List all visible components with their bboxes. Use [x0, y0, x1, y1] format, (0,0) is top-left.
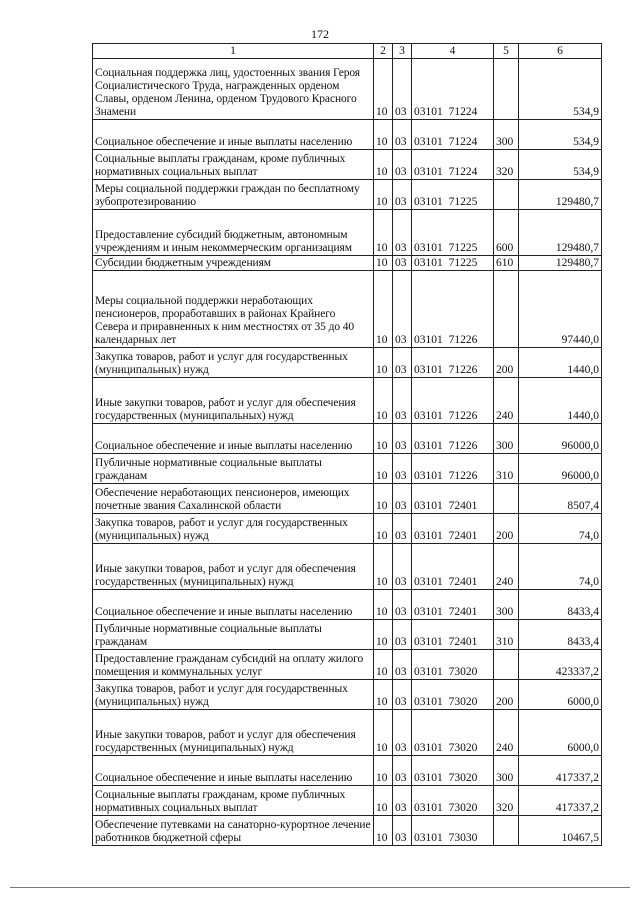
row-subsection: 03: [393, 756, 412, 786]
row-target-article: 03101 73020: [412, 786, 494, 816]
row-amount: 74,0: [519, 544, 602, 590]
row-amount: 423337,2: [519, 650, 602, 680]
row-target-article: 03101 71225: [412, 180, 494, 210]
row-amount: 417337,2: [519, 786, 602, 816]
row-expense-type: 240: [494, 710, 519, 756]
row-subsection: 03: [393, 514, 412, 544]
column-header: 1: [93, 44, 374, 59]
row-target-article: 03101 73030: [412, 816, 494, 846]
row-expense-type: [494, 180, 519, 210]
row-expense-type: [494, 59, 519, 120]
row-amount: 10467,5: [519, 816, 602, 846]
row-subsection: 03: [393, 710, 412, 756]
row-description: Социальные выплаты гражданам, кроме публичных нормативных социальных выплат: [93, 786, 374, 816]
column-header: 2: [374, 44, 393, 59]
row-expense-type: 320: [494, 786, 519, 816]
row-expense-type: 200: [494, 514, 519, 544]
row-description: Социальное обеспечение и иные выплаты населению: [93, 590, 374, 620]
row-section: 10: [374, 271, 393, 348]
table-row: [93, 180, 602, 210]
row-target-article: 03101 71224: [412, 120, 494, 150]
row-subsection: 03: [393, 348, 412, 378]
row-section: 10: [374, 756, 393, 786]
row-section: 10: [374, 210, 393, 256]
row-description: Предоставление субсидий бюджетным, автономным учреждениям и иным некоммерческим организациям: [93, 210, 374, 256]
table-row: [93, 348, 602, 378]
table-row: [93, 710, 602, 756]
table-row: [93, 756, 602, 786]
row-amount: 96000,0: [519, 424, 602, 454]
row-amount: 129480,7: [519, 210, 602, 256]
row-subsection: 03: [393, 59, 412, 120]
row-description: Иные закупки товаров, работ и услуг для обеспечения государственных (муниципальных) нужд: [93, 544, 374, 590]
row-expense-type: 320: [494, 150, 519, 180]
row-expense-type: 600: [494, 210, 519, 256]
table-row: [93, 514, 602, 544]
row-description: Закупка товаров, работ и услуг для государственных (муниципальных) нужд: [93, 348, 374, 378]
table-row: [93, 120, 602, 150]
row-description: Предоставление гражданам субсидий на оплату жилого помещения и коммунальных услуг: [93, 650, 374, 680]
row-target-article: 03101 71225: [412, 210, 494, 256]
row-subsection: 03: [393, 378, 412, 424]
row-target-article: 03101 71226: [412, 378, 494, 424]
row-amount: 1440,0: [519, 378, 602, 424]
row-description: Социальное обеспечение и иные выплаты населению: [93, 424, 374, 454]
column-header: 5: [494, 44, 519, 59]
row-description: Социальное обеспечение и иные выплаты населению: [93, 756, 374, 786]
row-subsection: 03: [393, 650, 412, 680]
table-header-row: [93, 44, 602, 59]
row-amount: 6000,0: [519, 680, 602, 710]
row-section: 10: [374, 59, 393, 120]
row-target-article: 03101 73020: [412, 680, 494, 710]
row-subsection: 03: [393, 454, 412, 484]
row-subsection: 03: [393, 424, 412, 454]
table-row: [93, 210, 602, 256]
row-subsection: 03: [393, 816, 412, 846]
row-target-article: 03101 71226: [412, 348, 494, 378]
row-amount: 6000,0: [519, 710, 602, 756]
row-expense-type: 300: [494, 590, 519, 620]
row-section: 10: [374, 590, 393, 620]
row-section: 10: [374, 544, 393, 590]
row-target-article: 03101 73020: [412, 650, 494, 680]
row-expense-type: [494, 484, 519, 514]
row-description: Меры социальной поддержки граждан по бесплатному зубопротезированию: [93, 180, 374, 210]
row-expense-type: [494, 816, 519, 846]
row-target-article: 03101 71225: [412, 256, 494, 271]
row-section: 10: [374, 620, 393, 650]
row-section: 10: [374, 348, 393, 378]
row-expense-type: 310: [494, 454, 519, 484]
row-amount: 74,0: [519, 514, 602, 544]
row-description: Публичные нормативные социальные выплаты гражданам: [93, 454, 374, 484]
row-subsection: 03: [393, 271, 412, 348]
page-bottom-rule: [10, 887, 630, 888]
row-subsection: 03: [393, 680, 412, 710]
row-expense-type: [494, 650, 519, 680]
row-expense-type: [494, 271, 519, 348]
budget-table: [92, 43, 602, 846]
row-subsection: 03: [393, 150, 412, 180]
row-subsection: 03: [393, 544, 412, 590]
row-section: 10: [374, 150, 393, 180]
row-section: 10: [374, 650, 393, 680]
row-description: Социальное обеспечение и иные выплаты населению: [93, 120, 374, 150]
row-description: Социальная поддержка лиц, удостоенных звания Героя Социалистического Труда, награжденных орденом Славы, орденом Ленина, орденом Трудового Красного Знамени: [93, 59, 374, 120]
column-header: 4: [412, 44, 494, 59]
row-description: Закупка товаров, работ и услуг для государственных (муниципальных) нужд: [93, 514, 374, 544]
row-subsection: 03: [393, 620, 412, 650]
table-row: [93, 59, 602, 120]
row-description: Закупка товаров, работ и услуг для государственных (муниципальных) нужд: [93, 680, 374, 710]
row-subsection: 03: [393, 786, 412, 816]
table-row: [93, 271, 602, 348]
row-target-article: 03101 71226: [412, 454, 494, 484]
table-row: [93, 650, 602, 680]
row-expense-type: 240: [494, 544, 519, 590]
row-amount: 417337,2: [519, 756, 602, 786]
row-section: 10: [374, 120, 393, 150]
table-row: [93, 256, 602, 271]
column-header: 3: [393, 44, 412, 59]
row-section: 10: [374, 710, 393, 756]
row-target-article: 03101 72401: [412, 620, 494, 650]
row-expense-type: 610: [494, 256, 519, 271]
row-amount: 1440,0: [519, 348, 602, 378]
row-subsection: 03: [393, 256, 412, 271]
row-description: Субсидии бюджетным учреждениям: [93, 256, 374, 271]
table-row: [93, 816, 602, 846]
row-subsection: 03: [393, 590, 412, 620]
row-section: 10: [374, 680, 393, 710]
table-row: [93, 620, 602, 650]
row-subsection: 03: [393, 484, 412, 514]
table-row: [93, 150, 602, 180]
row-expense-type: 200: [494, 348, 519, 378]
row-description: Иные закупки товаров, работ и услуг для обеспечения государственных (муниципальных) нужд: [93, 378, 374, 424]
table-row: [93, 454, 602, 484]
row-amount: 129480,7: [519, 180, 602, 210]
row-expense-type: 300: [494, 120, 519, 150]
row-description: Социальные выплаты гражданам, кроме публичных нормативных социальных выплат: [93, 150, 374, 180]
row-section: 10: [374, 514, 393, 544]
row-expense-type: 200: [494, 680, 519, 710]
row-target-article: 03101 72401: [412, 484, 494, 514]
row-subsection: 03: [393, 120, 412, 150]
row-amount: 534,9: [519, 120, 602, 150]
row-target-article: 03101 71226: [412, 271, 494, 348]
row-section: 10: [374, 816, 393, 846]
row-amount: 96000,0: [519, 454, 602, 484]
page-number: 172: [311, 27, 329, 41]
row-description: Публичные нормативные социальные выплаты гражданам: [93, 620, 374, 650]
row-subsection: 03: [393, 180, 412, 210]
row-target-article: 03101 73020: [412, 756, 494, 786]
row-section: 10: [374, 454, 393, 484]
row-expense-type: 300: [494, 424, 519, 454]
row-target-article: 03101 71224: [412, 150, 494, 180]
row-amount: 8433,4: [519, 590, 602, 620]
row-amount: 8433,4: [519, 620, 602, 650]
row-amount: 129480,7: [519, 256, 602, 271]
row-description: Меры социальной поддержки неработающих пенсионеров, проработавших в районах Крайнего Севера и приравненных к ним местностях от 35 до 40 календарных лет: [93, 271, 374, 348]
row-section: 10: [374, 256, 393, 271]
row-subsection: 03: [393, 210, 412, 256]
row-section: 10: [374, 424, 393, 454]
row-section: 10: [374, 180, 393, 210]
table-row: [93, 484, 602, 514]
table-row: [93, 424, 602, 454]
table-row: [93, 590, 602, 620]
row-target-article: 03101 71224: [412, 59, 494, 120]
row-target-article: 03101 73020: [412, 710, 494, 756]
row-section: 10: [374, 786, 393, 816]
column-header: 6: [519, 44, 602, 59]
table-row: [93, 378, 602, 424]
table-row: [93, 786, 602, 816]
table-row: [93, 680, 602, 710]
table-row: [93, 544, 602, 590]
row-amount: 534,9: [519, 150, 602, 180]
row-amount: 97440,0: [519, 271, 602, 348]
row-expense-type: 240: [494, 378, 519, 424]
row-description: Обеспечение путевками на санаторно-курортное лечение работников бюджетной сферы: [93, 816, 374, 846]
row-description: Иные закупки товаров, работ и услуг для обеспечения государственных (муниципальных) нужд: [93, 710, 374, 756]
row-target-article: 03101 72401: [412, 544, 494, 590]
row-expense-type: 300: [494, 756, 519, 786]
row-expense-type: 310: [494, 620, 519, 650]
row-amount: 534,9: [519, 59, 602, 120]
row-target-article: 03101 71226: [412, 424, 494, 454]
row-target-article: 03101 72401: [412, 514, 494, 544]
row-amount: 8507,4: [519, 484, 602, 514]
row-section: 10: [374, 484, 393, 514]
row-section: 10: [374, 378, 393, 424]
row-target-article: 03101 72401: [412, 590, 494, 620]
row-description: Обеспечение неработающих пенсионеров, имеющих почетные звания Сахалинской области: [93, 484, 374, 514]
